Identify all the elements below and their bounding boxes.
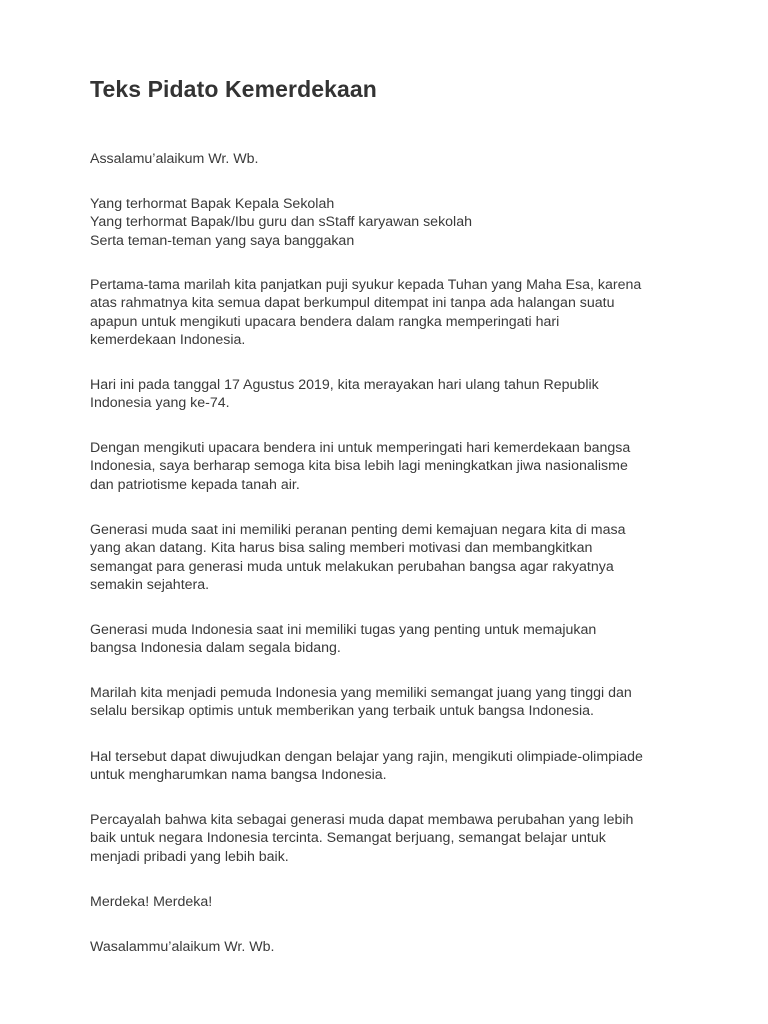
- text-line: Generasi muda Indonesia saat ini memiliki tugas yang penting untuk memajukan: [90, 622, 597, 638]
- paragraph-achievement: [90, 748, 690, 785]
- text-line: Merdeka! Merdeka!: [90, 894, 213, 910]
- paragraph-closing: [90, 938, 690, 956]
- text-line: apapun untuk mengikuti upacara bendera dalam rangka memperingati hari: [90, 313, 560, 330]
- text-line: Dengan mengikuti upacara bendera ini untuk memperingati hari kemerdekaan bangsa: [90, 440, 631, 456]
- document-title: Teks Pidato Kemerdekaan: [90, 76, 377, 102]
- text-line: semangat para generasi muda untuk melakukan perubahan bangsa agar rakyatnya: [90, 558, 614, 575]
- paragraph-greeting: [90, 150, 690, 168]
- paragraph-merdeka: [90, 893, 690, 911]
- text-line: Yang terhormat Bapak Kepala Sekolah: [90, 196, 335, 212]
- text-line: bangsa Indonesia dalam segala bidang.: [90, 640, 341, 657]
- paragraph-opening: [90, 276, 690, 349]
- text-line: menjadi pribadi yang lebih baik.: [90, 848, 289, 865]
- paragraph-ceremony: [90, 439, 690, 494]
- paragraph-salutations: [90, 195, 690, 250]
- text-line: Wasalammu’alaikum Wr. Wb.: [90, 939, 275, 955]
- text-line: Serta teman-teman yang saya banggakan: [90, 232, 355, 249]
- text-line: Indonesia, saya berharap semoga kita bisa lebih lagi meningkatkan jiwa nasionalisme: [90, 458, 628, 475]
- text-line: semakin sejahtera.: [90, 576, 210, 593]
- text-line: Indonesia yang ke-74.: [90, 395, 230, 412]
- paragraph-spirit: [90, 684, 690, 721]
- text-line: yang akan datang. Kita harus bisa saling memberi motivasi dan membangkitkan: [90, 540, 593, 557]
- paragraph-date: [90, 376, 690, 413]
- text-line: Assalamu’alaikum Wr. Wb.: [90, 151, 259, 167]
- text-line: Percayalah bahwa kita sebagai generasi muda dapat membawa perubahan yang lebih: [90, 812, 634, 828]
- text-line: Pertama-tama marilah kita panjatkan puji syukur kepada Tuhan yang Maha Esa, karena: [90, 277, 642, 293]
- text-line: Hal tersebut dapat diwujudkan dengan belajar yang rajin, mengikuti olimpiade-olimpiade: [90, 749, 643, 765]
- text-line: dan patriotisme kepada tanah air.: [90, 476, 300, 493]
- text-line: Marilah kita menjadi pemuda Indonesia yang memiliki semangat juang yang tinggi dan: [90, 685, 632, 701]
- text-line: Generasi muda saat ini memiliki peranan penting demi kemajuan negara kita di masa: [90, 522, 626, 538]
- text-line: untuk mengharumkan nama bangsa Indonesia.: [90, 767, 387, 784]
- text-line: Yang terhormat Bapak/Ibu guru dan sStaff karyawan sekolah: [90, 214, 472, 231]
- text-line: baik untuk negara Indonesia tercinta. Semangat berjuang, semangat belajar untuk: [90, 830, 606, 847]
- text-line: selalu bersikap optimis untuk memberikan yang terbaik untuk bangsa Indonesia.: [90, 703, 594, 720]
- paragraph-belief: [90, 811, 690, 866]
- paragraph-youth-duty: [90, 621, 690, 658]
- paragraph-youth-role: [90, 521, 690, 594]
- text-line: Hari ini pada tanggal 17 Agustus 2019, kita merayakan hari ulang tahun Republik: [90, 377, 599, 393]
- text-line: kemerdekaan Indonesia.: [90, 331, 246, 348]
- text-line: atas rahmatnya kita semua dapat berkumpul ditempat ini tanpa ada halangan suatu: [90, 295, 615, 312]
